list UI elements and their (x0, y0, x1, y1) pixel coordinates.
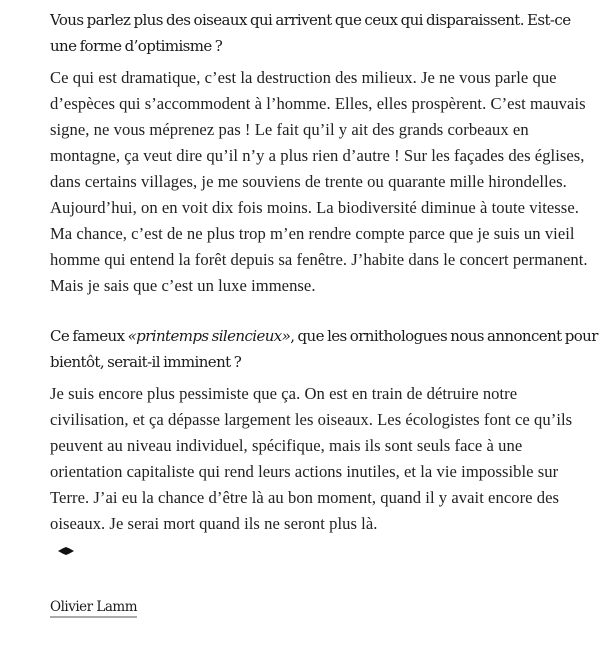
interview-answer-2: Je suis encore plus pessimiste que ça. On est en train de détruire notre civilisation, et ça dépasse largement les oiseaux. Les écologistes font ce qu’ils peuvent au niveau individuel, spécifique, mais ils sont seuls face à une orientation capitaliste qui rend leurs actions inutiles, et la vie impossible sur Terre. J’ai eu la chance d’être là au bon moment, quand il y avait encore des oiseaux. Je serai mort quand ils ne seront plus là. (50, 384, 573, 533)
diamond-end-mark-svg (58, 547, 74, 555)
question-2-text-after: , que les ornithologues nous annoncent pour bientôt, serait-il imminent ? (50, 327, 598, 371)
interview-question-2 (50, 324, 598, 375)
interview-answer-1: Ce qui est dramatique, c’est la destruction des milieux. Je ne vous parle que d’espèces qui s’accommodent à l’homme. Elles, elles prospèrent. C’est mauvais signe, ne vous méprenez pas ! Le fait qu’il y ait des grands corbeaux en montagne, ça veut dire qu’il n’y a plus rien d’autre ! Sur les façades des églises, dans certains villages, je me souviens de trente ou quarante mille hirondelles. Aujourd’hui, on en voit dix fois moins. La biodiversité diminue à toute vitesse. Ma chance, c’est de ne plus trop m’en rendre compte parce que je suis un vieil homme qui entend la forêt depuis sa fenêtre. J’habite dans le concert permanent. Mais je sais que c’est un luxe immense. (50, 68, 588, 295)
interview-question-1: Vous parlez plus des oiseaux qui arrivent que ceux qui disparaissent. Est-ce une forme d’optimisme ? (50, 11, 571, 55)
diamond-end-mark-icon (58, 547, 74, 555)
question-2-italic-quote: «printemps silencieux» (127, 327, 291, 345)
question-2-text-before: Ce fameux (50, 327, 128, 345)
article-body (50, 8, 598, 618)
author-link[interactable]: Olivier Lamm (50, 599, 137, 618)
